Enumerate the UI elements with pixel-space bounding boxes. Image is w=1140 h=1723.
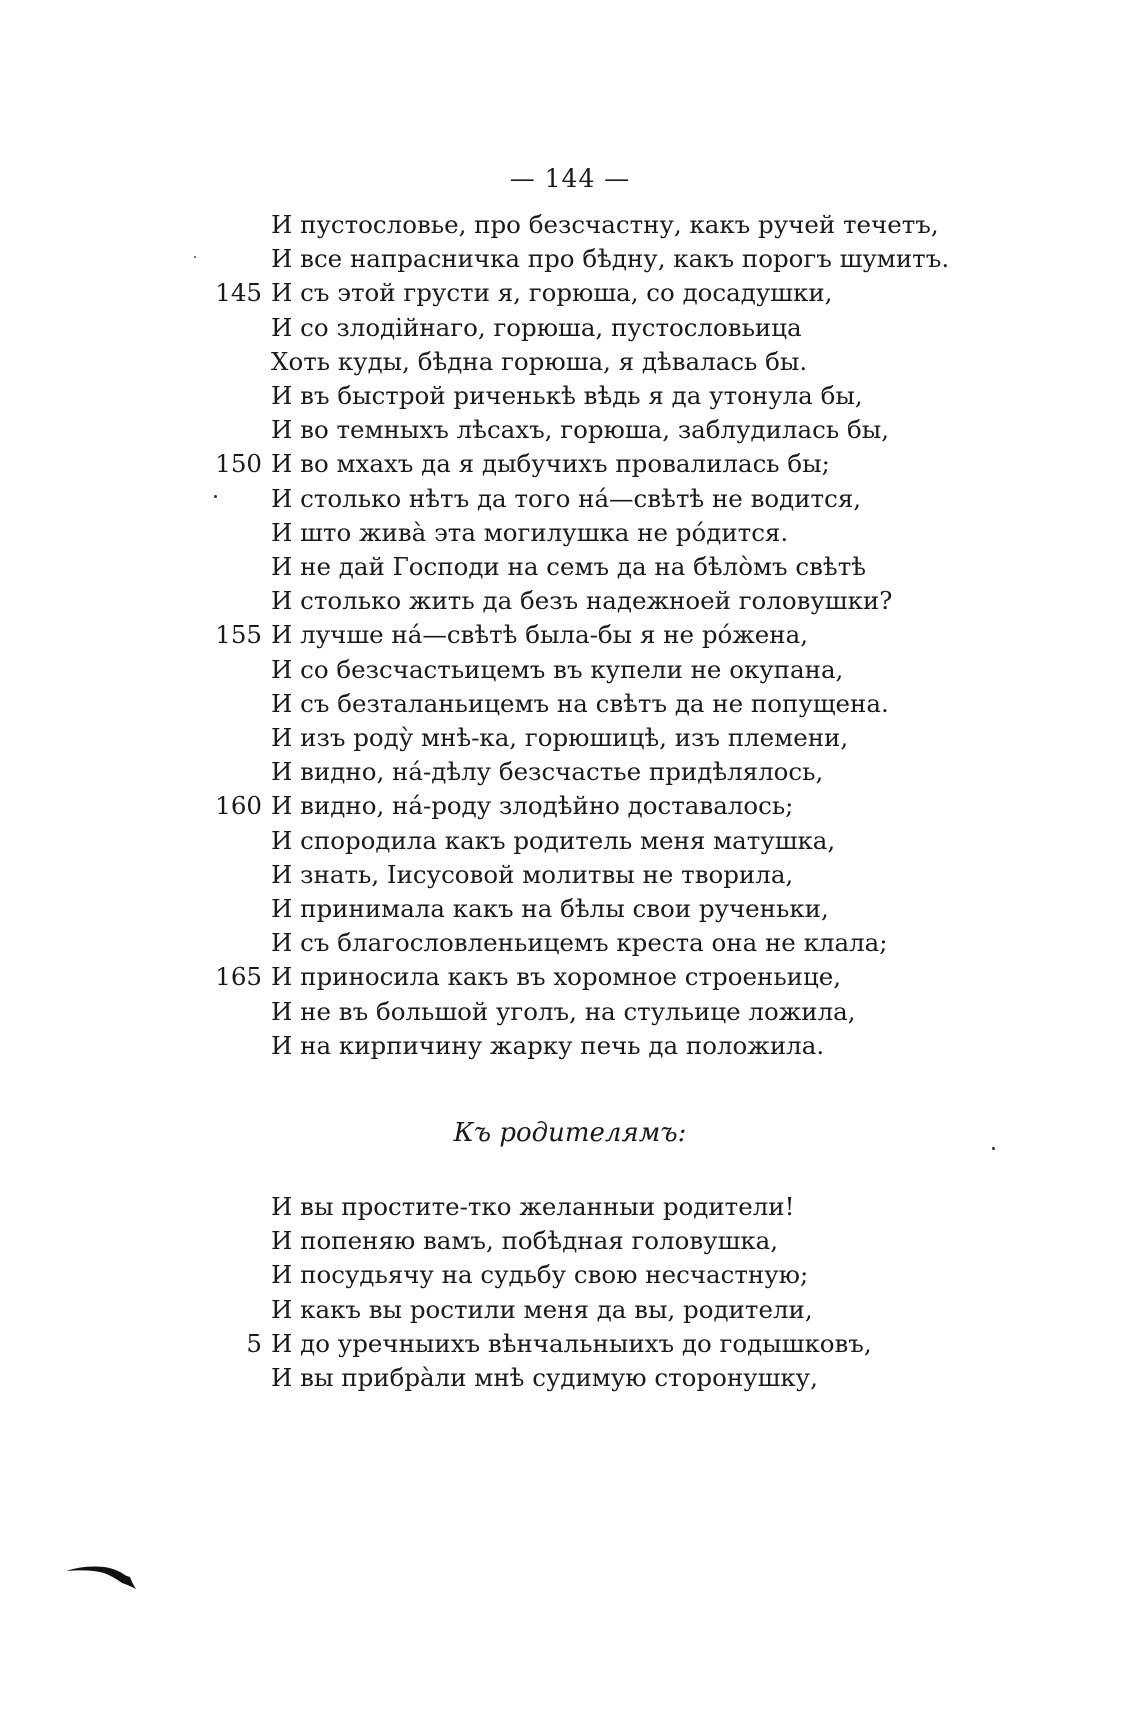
ink-speck (214, 495, 217, 498)
verse-text: И до уречныихъ вѣнчальныихъ до годышковъ, (271, 1328, 872, 1358)
verse-text: И столько нѣтъ да того на́—свѣтѣ не водится, (271, 483, 862, 513)
verse-text: И столько жить да безъ надежноей головушки? (271, 586, 893, 616)
verse-line (0, 550, 1140, 584)
ink-smudge-icon (64, 1555, 154, 1595)
verse-line (0, 960, 1140, 994)
verse-text: И што жива̀ эта могилушка не ро́дится. (271, 517, 789, 547)
verse-text: И приносила какъ въ хоромное строеньице, (271, 962, 842, 992)
verse-text: И лучше на́—свѣтѣ была-бы я не ро́жена, (271, 620, 809, 650)
line-number: 150 (215, 449, 262, 479)
verse-text: И со безсчастьицемъ въ купели не окупана, (271, 654, 844, 684)
line-number: 160 (215, 791, 262, 821)
verse-text: И во мхахъ да я дыбучихъ провалилась бы; (271, 449, 830, 479)
verse-line (0, 687, 1140, 721)
verse-line (0, 1190, 1140, 1224)
verse-text: И со злодійнаго, горюша, пустословьица (271, 312, 802, 342)
verse-text: И спородила какъ родитель меня матушка, (271, 825, 836, 855)
verse-line (0, 447, 1140, 481)
verse-line (0, 721, 1140, 755)
verse-line (0, 824, 1140, 858)
verse-line (0, 379, 1140, 413)
line-number: 145 (215, 278, 262, 308)
verse-line (0, 1224, 1140, 1258)
verse-line (0, 413, 1140, 447)
verse-line (0, 276, 1140, 310)
verse-text: И изъ роду̀ мнѣ-ка, горюшицѣ, изъ племени, (271, 723, 849, 752)
verse-text: И какъ вы ростили меня да вы, родители, (271, 1294, 813, 1324)
verse-text: И вы прибра̀ли мнѣ судимую сторонушку, (271, 1363, 818, 1392)
verse-text: И на кирпичину жарку печь да положила. (271, 1030, 825, 1060)
verse-line (0, 789, 1140, 823)
line-number: 155 (215, 620, 262, 650)
verse-text: И съ благословленьицемъ креста она не клала; (271, 928, 888, 958)
verse-text: И знать, Іисусовой молитвы не творила, (271, 859, 794, 889)
page-number: — 144 — (509, 164, 631, 193)
verse-line (0, 516, 1140, 550)
verse-line (0, 1258, 1140, 1292)
verse-line (0, 208, 1140, 242)
verse-line (0, 892, 1140, 926)
verse-line (0, 1361, 1140, 1395)
verse-text: И посудьячу на судьбу свою несчастную; (271, 1260, 809, 1290)
verse-line (0, 653, 1140, 687)
verse-line (0, 242, 1140, 276)
line-number: 5 (246, 1328, 262, 1358)
verse-line (0, 1327, 1140, 1361)
verse-text: И все напрасничка про бѣдну, какъ порогъ шумитъ. (271, 244, 950, 274)
verse-text: И съ безталаньицемъ на свѣтъ да не попущена. (271, 688, 889, 718)
verse-text: И видно, на́-дѣлу безсчастье придѣлялось, (271, 757, 824, 787)
verse-line (0, 858, 1140, 892)
verse-line (0, 995, 1140, 1029)
verse-line (0, 1029, 1140, 1063)
verse-text: И видно, на́-роду злодѣйно доставалось; (271, 791, 794, 821)
verse-line (0, 755, 1140, 789)
verse-text: Хоть куды, бѣдна горюша, я дѣвалась бы. (271, 346, 808, 376)
line-number: 165 (215, 962, 262, 992)
verse-text: И не въ большой уголъ, на стульице ложила, (271, 996, 856, 1026)
verse-line (0, 1293, 1140, 1327)
verse-text: И не дай Господи на семъ да на бѣло̀мъ свѣтѣ (271, 552, 867, 581)
verse-line (0, 311, 1140, 345)
verse-text: И пустословье, про безсчастну, какъ ручей течетъ, (271, 210, 939, 239)
verse-text: И вы простите-тко желанныи родители! (271, 1192, 795, 1221)
verse-line (0, 345, 1140, 379)
verse-text: И въ быстрой риченькѣ вѣдь я да утонула бы, (271, 381, 863, 410)
verse-line (0, 584, 1140, 618)
verse-line (0, 618, 1140, 652)
verse-line (0, 482, 1140, 516)
verse-text: И принимала какъ на бѣлы свои рученьки, (271, 894, 829, 923)
ink-speck (992, 1147, 995, 1150)
ink-speck (194, 256, 196, 258)
section-heading: Къ родителямъ: (453, 1118, 687, 1148)
verse-line (0, 926, 1140, 960)
verse-text: И съ этой грусти я, горюша, со досадушки, (271, 278, 833, 308)
verse-text: И во темныхъ лѣсахъ, горюша, заблудилась бы, (271, 415, 889, 445)
verse-text: И попеняю вамъ, побѣдная головушка, (271, 1226, 779, 1256)
